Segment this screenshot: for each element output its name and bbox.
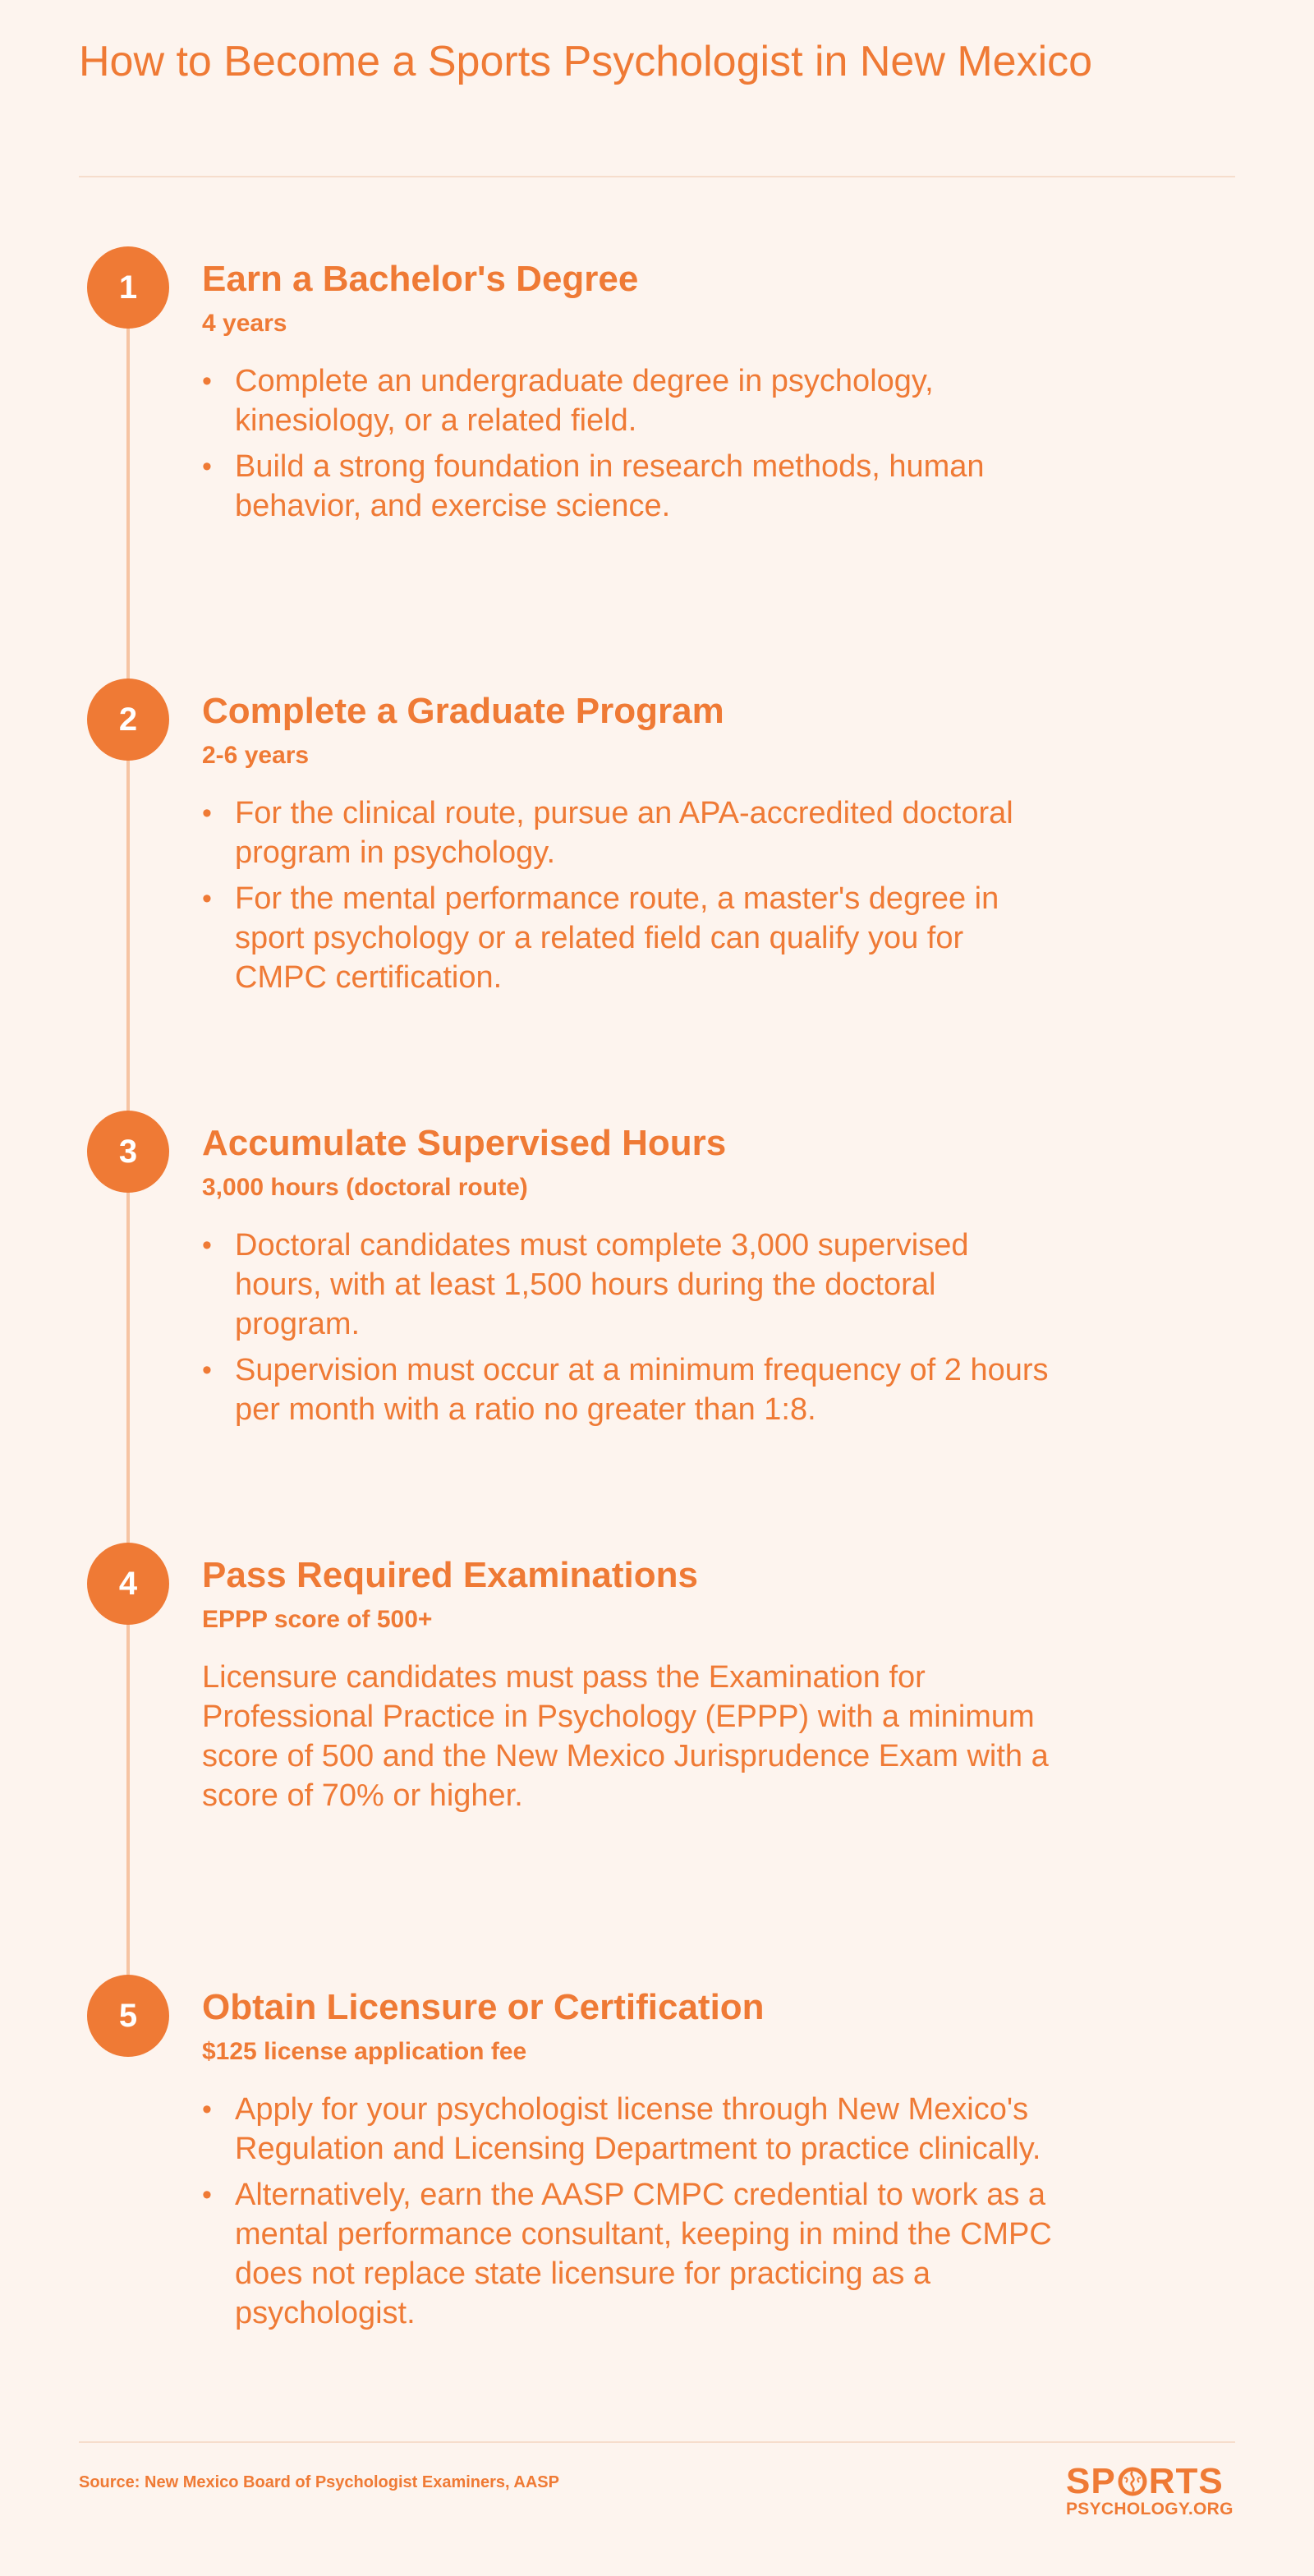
step-duration: 4 years (202, 310, 287, 337)
bullet-icon: • (202, 451, 212, 482)
title-divider (79, 176, 1235, 177)
step-bullet-list (202, 2090, 1056, 2333)
sports-psychology-logo[interactable] (1066, 2463, 1247, 2520)
bullet-icon: • (202, 2179, 212, 2210)
bullet-icon: • (202, 2094, 212, 2125)
step-fee: $125 license application fee (202, 2038, 527, 2065)
step-content (202, 688, 1056, 1004)
bullet-icon: • (202, 798, 212, 829)
bullet-text: Alternatively, earn the AASP CMPC credential to work as a mental performance consultant, keeping in mind the CMPC does not replace state licensure for practicing as a psychologist. (235, 2178, 1052, 2330)
bullet-text: Doctoral candidates must complete 3,000 supervised hours, with at least 1,500 hours during the doctoral program. (235, 1228, 969, 1341)
step-duration: 3,000 hours (doctoral route) (202, 1174, 528, 1201)
step-content (202, 1120, 1056, 1436)
list-item (202, 1350, 1056, 1429)
step-title: Pass Required Examinations (202, 1555, 698, 1595)
page-title: How to Become a Sports Psychologist in New Mexico (79, 38, 1093, 85)
list-item (202, 2175, 1056, 2333)
list-item (202, 1226, 1056, 1344)
logo-wordmark (1066, 2463, 1247, 2500)
step-number-badge: 5 (87, 1975, 169, 2057)
step-title: Complete a Graduate Program (202, 691, 724, 731)
list-item (202, 361, 1056, 440)
bullet-icon: • (202, 1355, 212, 1386)
step-content (202, 1552, 1056, 1815)
step-title: Earn a Bachelor's Degree (202, 259, 639, 299)
list-item (202, 447, 1056, 526)
bullet-text: Build a strong foundation in research methods, human behavior, and exercise science. (235, 449, 985, 523)
step-bullet-list (202, 361, 1056, 526)
footer-divider (79, 2441, 1235, 2443)
bullet-icon: • (202, 1230, 212, 1261)
bullet-text: Complete an undergraduate degree in psychology, kinesiology, or a related field. (235, 364, 934, 438)
step-number-badge: 2 (87, 678, 169, 761)
brain-icon (1116, 2467, 1149, 2496)
step-number-badge: 1 (87, 246, 169, 329)
step-description: Licensure candidates must pass the Examination for Professional Practice in Psychology (EPPP) with a minimum score of 500 and the New Mexico Jurisprudence Exam with a score of 70% or higher. (202, 1660, 1049, 1813)
logo-text-end: RTS (1148, 2461, 1224, 2501)
list-item (202, 2090, 1056, 2169)
list-item (202, 794, 1056, 872)
step-title: Obtain Licensure or Certification (202, 1987, 765, 2027)
source-citation: Source: New Mexico Board of Psychologist Examiners, AASP (79, 2473, 559, 2491)
step-bullet-list (202, 794, 1056, 997)
step-title: Accumulate Supervised Hours (202, 1123, 727, 1163)
step-duration: 2-6 years (202, 742, 310, 769)
bullet-icon: • (202, 366, 212, 397)
bullet-text: Apply for your psychologist license through New Mexico's Regulation and Licensing Department to practice clinically. (235, 2092, 1041, 2166)
logo-subtext: PSYCHOLOGY.ORG (1066, 2500, 1234, 2518)
step-number-badge: 4 (87, 1543, 169, 1625)
step-content (202, 1985, 1056, 2339)
bullet-icon: • (202, 883, 212, 914)
step-content (202, 256, 1056, 532)
bullet-text: Supervision must occur at a minimum frequency of 2 hours per month with a ratio no greater than 1:8. (235, 1353, 1049, 1427)
step-bullet-list (202, 1226, 1056, 1429)
logo-text-start: SP (1066, 2461, 1116, 2501)
step-number-badge: 3 (87, 1111, 169, 1193)
list-item (202, 879, 1056, 997)
bullet-text: For the clinical route, pursue an APA-accredited doctoral program in psychology. (235, 796, 1013, 870)
step-duration: EPPP score of 500+ (202, 1606, 433, 1633)
bullet-text: For the mental performance route, a master's degree in sport psychology or a related field can qualify you for CMPC certification. (235, 881, 999, 995)
